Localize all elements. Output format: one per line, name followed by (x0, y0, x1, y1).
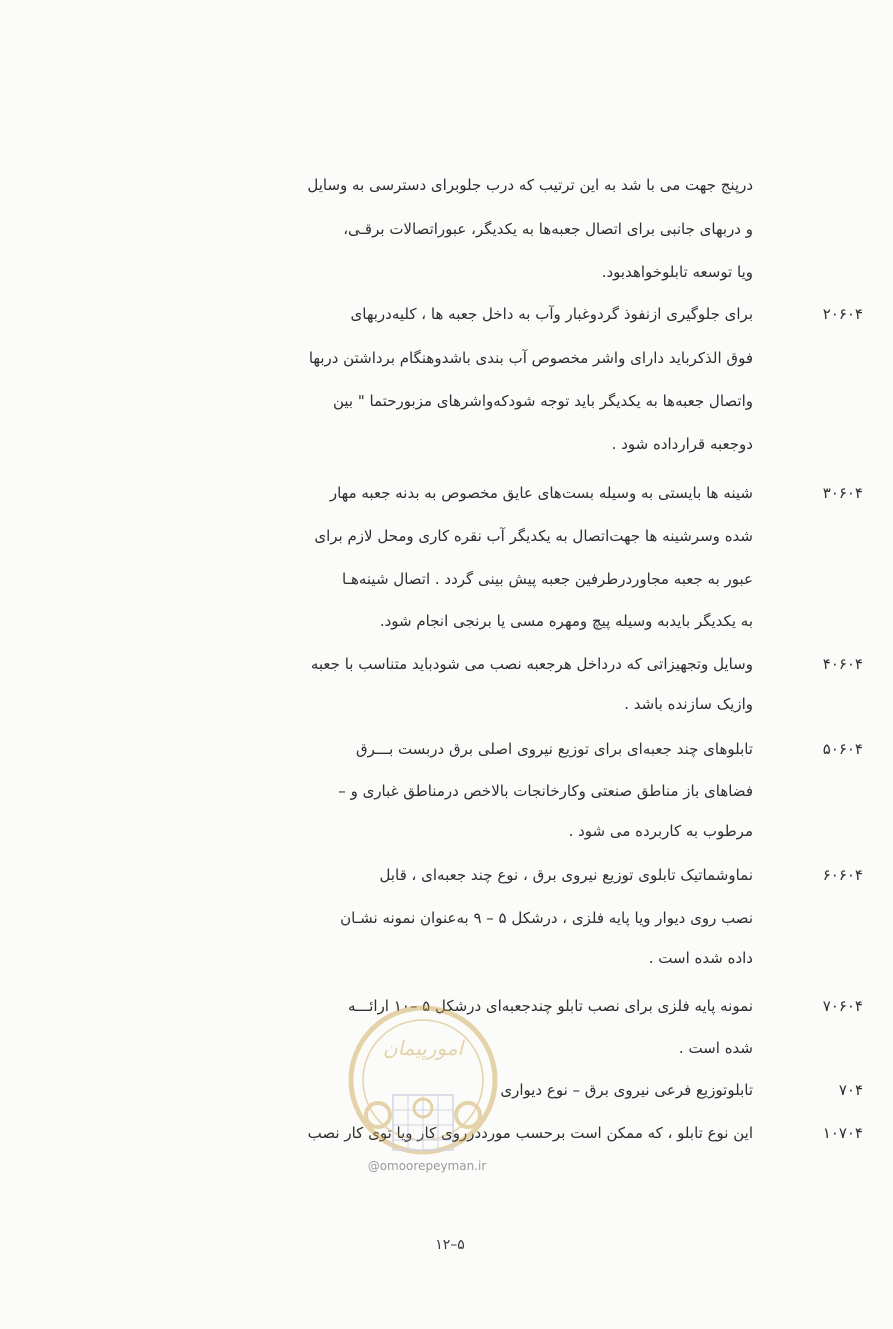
text-line: این نوع تابلو ، که ممکن است برحسب مورددرروی کار ویا توی کار نصب (307, 1124, 753, 1142)
text-line: فضاهای باز مناطق صنعتی وکارخانجات بالاخص درمناطق غباری و – (338, 782, 753, 800)
watermark-logo (338, 1000, 508, 1170)
text-line: فوق الذکرباید دارای واشر مخصوص آب بندی باشدوهنگام برداشتن دربها (308, 349, 753, 367)
text-line: دوجعبه قرارداده شود . (611, 435, 753, 453)
text-line: عبور به جعبه مجاوردرطرفین جعبه پیش بینی گردد . اتصال شینه‌هـا (341, 570, 753, 588)
text-line: درپنج جهت می با شد به این ترتیب که درب جلوبرای دسترسی به وسایل (307, 176, 753, 194)
text-line: نماوشماتیک تابلوی توزیع نیروی برق ، نوع چند جعبه‌ای ، قابل (379, 866, 753, 884)
watermark-site: @omoorepeyman.ir (367, 1159, 487, 1173)
section-number: ۵۰۶۰۴ (822, 740, 863, 758)
text-line: برای جلوگیری ازنفوذ گردوغبار وآب به داخل جعبه ها ، کلیه‌دربهای (350, 305, 753, 323)
text-line: وازیک سازنده باشد . (624, 695, 753, 713)
text-line: وسایل وتجهیزاتی که درداخل هرجعبه نصب می شودباید متناسب با جعبه (310, 655, 753, 673)
text-line: به یکدیگر بایدبه وسیله پیچ ومهره مسی یا برنجی انجام شود. (379, 612, 753, 630)
watermark-logo-text: امورپیمان (382, 1036, 464, 1060)
page-number: ۱۲–۵ (435, 1237, 465, 1253)
section-number: ۷۰۶۰۴ (822, 997, 863, 1015)
section-number: ۱۰۷۰۴ (822, 1124, 863, 1142)
text-line: داده شده است . (648, 949, 753, 967)
section-number: ۲۰۶۰۴ (822, 305, 863, 323)
text-line: شده وسرشینه ها جهت‌اتصال به یکدیگر آب نقره کاری ومحل لازم برای (314, 527, 753, 545)
text-line: نمونه پایه فلزی برای نصب تابلو چندجعبه‌ای درشکل ۵ –۱۰ ارائـــه (348, 997, 753, 1015)
text-line: مرطوب به کاربرده می شود . (568, 822, 753, 840)
section-number: ۷۰۴ (838, 1081, 863, 1099)
text-line: شده است . (678, 1039, 753, 1057)
text-line: نصب روی دیوار ویا پایه فلزی ، درشکل ۵ – ۹ به‌عنوان نمونه نشـان (340, 909, 753, 927)
section-number: ۶۰۶۰۴ (822, 866, 863, 884)
section-number: ۳۰۶۰۴ (822, 484, 863, 502)
section-number: ۴۰۶۰۴ (822, 655, 863, 673)
text-line: و دربهای جانبی برای اتصال جعبه‌ها به یکدیگر، عبوراتصالات برقـی، (343, 220, 753, 238)
text-line: تابلوهای چند جعبه‌ای برای توزیع نیروی اصلی برق دربست بـــرق (355, 740, 753, 758)
text-line: ویا توسعه تابلوخواهدبود. (601, 263, 753, 281)
text-line: واتصال جعبه‌ها به یکدیگر باید توجه شودکه‌واشرهای مزبورحتما " بین (332, 392, 753, 410)
text-line: شینه ها بایستی به وسیله بست‌های عایق مخصوص به بدنه جعبه مهار (329, 484, 753, 502)
section-heading: تابلوتوزیع فرعی نیروی برق – نوع دیواری (500, 1081, 753, 1099)
